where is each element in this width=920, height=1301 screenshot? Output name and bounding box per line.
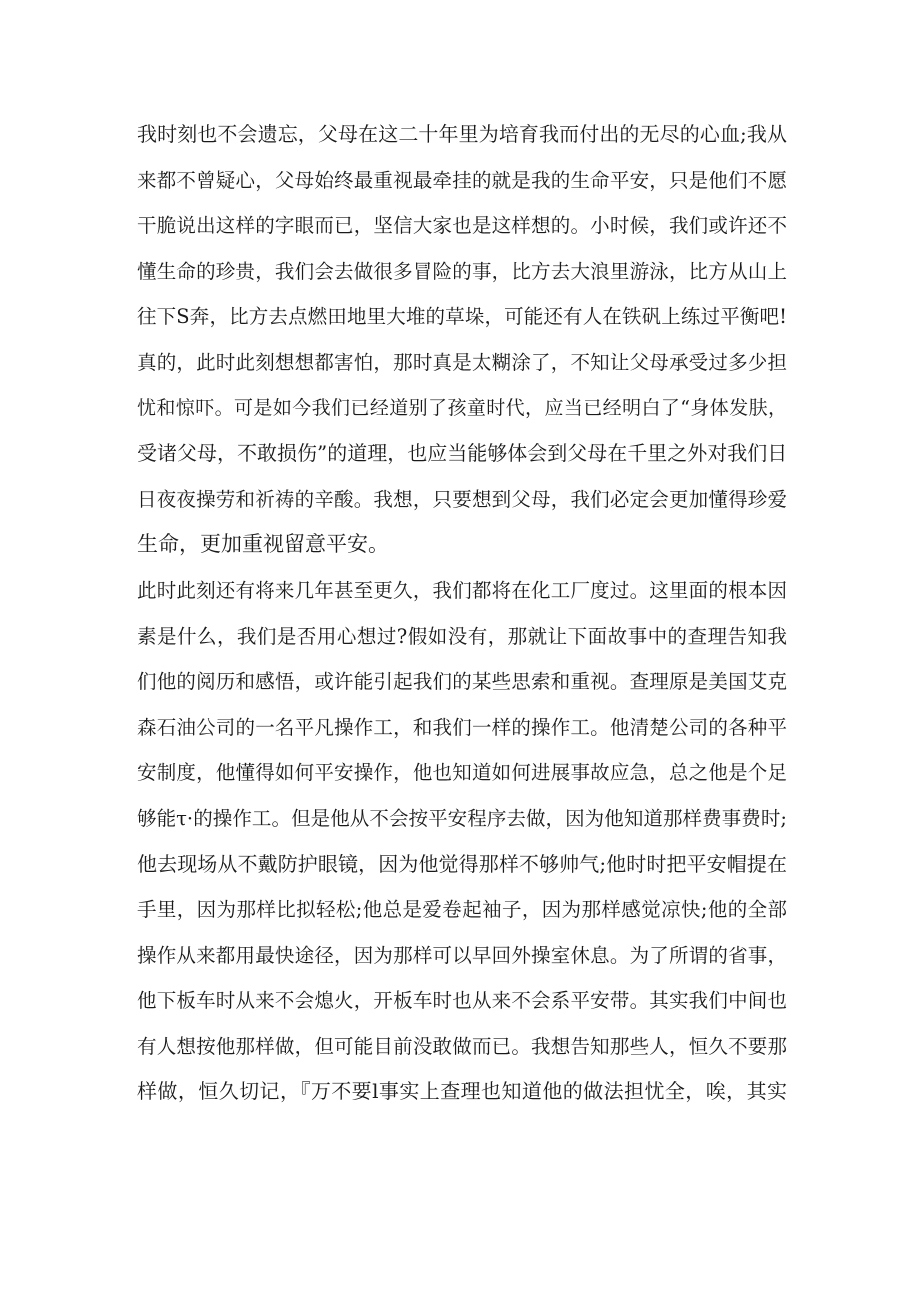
text-line: 懂生命的珍贵，我们会去做很多冒险的事，比方去大浪里游泳，比方从山上 xyxy=(137,259,787,283)
text-line: 干脆说出这样的字眼而已，坚信大家也是这样想的。小时候，我们或许还不 xyxy=(137,214,787,238)
text-line: 们他的阅历和感悟，或许能引起我们的某些思索和重视。查理原是美国艾克 xyxy=(137,670,787,694)
document-body xyxy=(137,112,787,1115)
text-line: 手里，因为那样比拟轻松;他总是爱卷起袖子，因为那样感觉凉快;他的全部 xyxy=(137,898,787,922)
text-line: 够能τ·的操作工。但是他从不会按平安程序去做，因为他知道那样费事费时; xyxy=(137,806,787,830)
text-line: 来都不曾疑心，父母始终最重视最牵挂的就是我的生命平安，只是他们不愿 xyxy=(137,168,787,192)
text-line: 有人想按他那样做，但可能目前没敢做而已。我想告知那些人，恒久不要那 xyxy=(137,1034,787,1058)
text-line: 忧和惊吓。可是如今我们已经道别了孩童时代，应当已经明白了“身体发肤， xyxy=(137,396,787,419)
text-line: 往下S奔，比方去点燃田地里大堆的草垛，可能还有人在铁矾上练过平衡吧! xyxy=(137,305,787,329)
text-line: 操作从来都用最快途径，因为那样可以早回外操室休息。为了所谓的省事， xyxy=(137,943,787,967)
text-line: 他去现场从不戴防护眼镜，因为他觉得那样不够帅气;他时时把平安帽提在 xyxy=(137,851,787,876)
text-line: 样做，恒久切记，『万不要l事实上查理也知道他的做法担忧全，唉，其实 xyxy=(137,1079,787,1104)
text-line: 我时刻也不会遗忘，父母在这二十年里为培育我而付出的无尽的心血;我从 xyxy=(137,122,787,146)
paragraph-charlie-story xyxy=(137,568,787,1115)
text-line: 日夜夜操劳和祈祷的辛酸。我想，只要想到父母，我们必定会更加懂得珍爱 xyxy=(137,487,787,511)
text-line: 素是什么，我们是否用心想过?假如没有，那就让下面故事中的查理告知我 xyxy=(137,624,787,648)
text-line: 他下板车时从来不会熄火，开板车时也从来不会系平安带。其实我们中间也 xyxy=(137,989,787,1013)
text-line: 生命，更加重视留意平安。 xyxy=(137,532,389,557)
paragraph-parents xyxy=(137,112,787,568)
text-line: 真的，此时此刻想想都害怕，那时真是太糊涂了，不知让父母承受过多少担 xyxy=(137,350,787,374)
text-line: 安制度，他懂得如何平安操作，他也知道如何进展事故应急，总之他是个足 xyxy=(137,761,787,785)
text-line: 此时此刻还有将来几年甚至更久，我们都将在化工厂度过。这里面的根本因 xyxy=(137,578,787,602)
text-line: 森石油公司的一名平凡操作工，和我们一样的操作工。他清楚公司的各种平 xyxy=(137,715,787,739)
text-line: 受诸父母，不敢损伤”的道理，也应当能够体会到父母在千里之外对我们日 xyxy=(137,441,787,466)
